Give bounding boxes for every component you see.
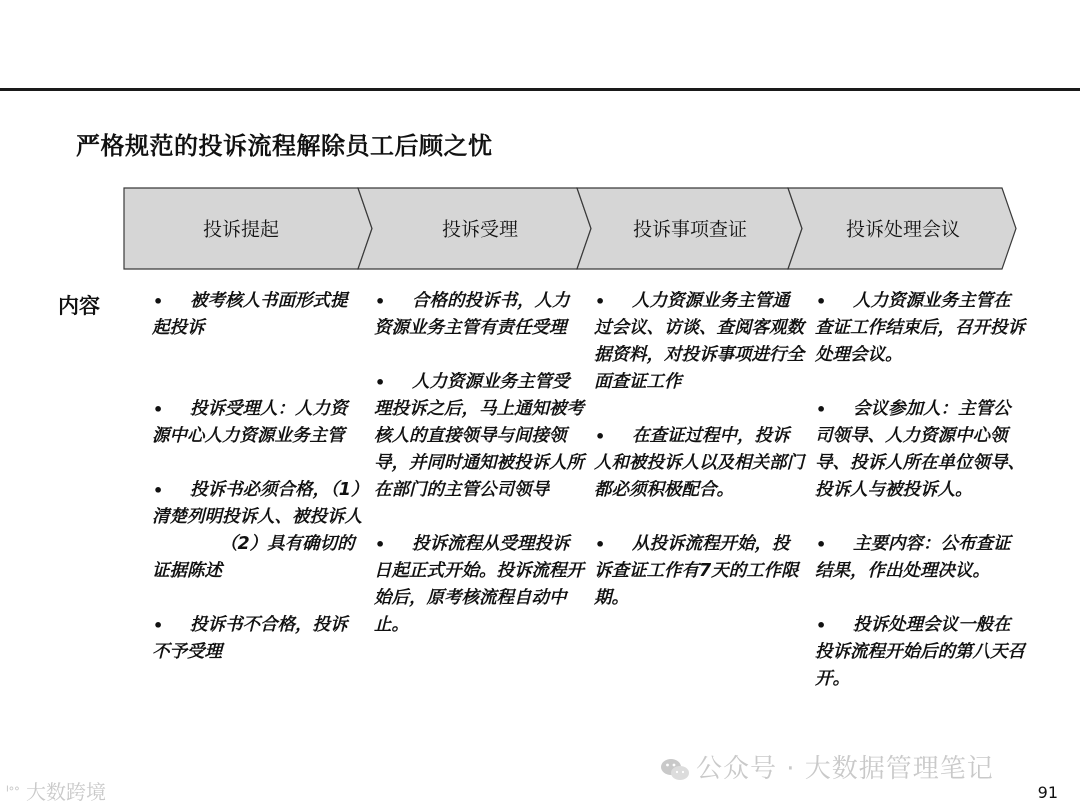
bullet-item (594, 423, 806, 504)
stage-label-3: 投诉事项查证 (632, 218, 748, 241)
stage-label-1: 投诉提起 (202, 218, 280, 241)
bullet-icon: • (375, 535, 386, 554)
bullet-item (815, 396, 1027, 504)
column-stage-3 (594, 288, 806, 612)
page-title: 严格规范的投诉流程解除员工后顾之忧 (76, 132, 493, 160)
bullet-text: 投诉流程从受理投诉日起正式开始。投诉流程开始后，原考核流程自动中止。 (374, 534, 584, 635)
bullet-icon: • (816, 535, 827, 554)
stage-label-4: 投诉处理会议 (845, 218, 961, 241)
bullet-text: 人力资源业务主管通过会议、访谈、查阅客观数据资料，对投诉事项进行全面查证工作 (594, 291, 804, 392)
bullet-item (374, 531, 586, 639)
watermark-logo-icon: ᑊᐤᐤ (6, 784, 20, 800)
bullet-icon: • (153, 616, 164, 635)
bullet-icon: • (816, 400, 827, 419)
bullet-item (152, 531, 364, 585)
bullet-text: 在查证过程中，投诉人和被投诉人以及相关部门都必须积极配合。 (594, 426, 804, 500)
bullet-icon: • (153, 481, 164, 500)
bullet-item (152, 396, 364, 450)
bullet-text: 投诉书必须合格，（1）清楚列明投诉人、被投诉人 (152, 480, 362, 527)
bullet-icon: • (595, 427, 606, 446)
watermark-wechat (660, 748, 994, 785)
bullet-item (152, 288, 364, 342)
watermark-left (6, 776, 106, 805)
bullet-item (374, 288, 586, 342)
bullet-item (815, 531, 1027, 585)
bullet-icon: • (153, 292, 164, 311)
stage-label-2: 投诉受理 (441, 218, 519, 241)
bullet-text: 投诉受理人：人力资源中心人力资源业务主管 (152, 399, 348, 446)
bullet-item (594, 288, 806, 396)
bullet-item (152, 477, 364, 531)
bullet-text: 投诉处理会议一般在投诉流程开始后的第八天召开。 (815, 615, 1025, 689)
bullet-text: 从投诉流程开始，投诉查证工作有7天的工作限期。 (594, 534, 799, 608)
bullet-item (815, 288, 1027, 369)
bullet-icon: • (816, 292, 827, 311)
bullet-item (815, 612, 1027, 693)
bullet-item (152, 612, 364, 666)
bullet-text: 被考核人书面形式提起投诉 (152, 291, 348, 338)
bullet-text: （2）具有确切的证据陈述 (152, 534, 355, 581)
page-number: 91 (1037, 783, 1058, 802)
bullet-icon: • (375, 292, 386, 311)
bullet-text: 投诉书不合格，投诉不予受理 (152, 615, 348, 662)
bullet-icon: • (595, 535, 606, 554)
bullet-text: 人力资源业务主管受理投诉之后，马上通知被考核人的直接领导与间接领导，并同时通知被投诉人所在部门的主管公司领导 (374, 372, 584, 500)
section-label: 内容 (58, 294, 100, 318)
bullet-icon: • (153, 400, 164, 419)
bullet-icon: • (816, 616, 827, 635)
column-stage-1 (152, 288, 364, 666)
column-stage-4 (815, 288, 1027, 693)
bullet-icon: • (375, 373, 386, 392)
bullet-text: 人力资源业务主管在查证工作结束后，召开投诉处理会议。 (815, 291, 1025, 365)
bullet-item (374, 369, 586, 504)
bullet-icon: • (595, 292, 606, 311)
wechat-icon (660, 757, 690, 783)
column-stage-2 (374, 288, 586, 639)
bullet-item (594, 531, 806, 612)
bullet-text: 主要内容：公布查证结果，作出处理决议。 (815, 534, 1011, 581)
watermark-wechat-text: 公众号 · 大数据管理笔记 (696, 754, 994, 784)
bullet-text: 合格的投诉书，人力资源业务主管有责任受理 (374, 291, 570, 338)
watermark-left-text: 大数跨境 (25, 780, 106, 804)
bullet-text: 会议参加人：主管公司领导、人力资源中心领导、投诉人所在单位领导、投诉人与被投诉人。 (815, 399, 1025, 500)
